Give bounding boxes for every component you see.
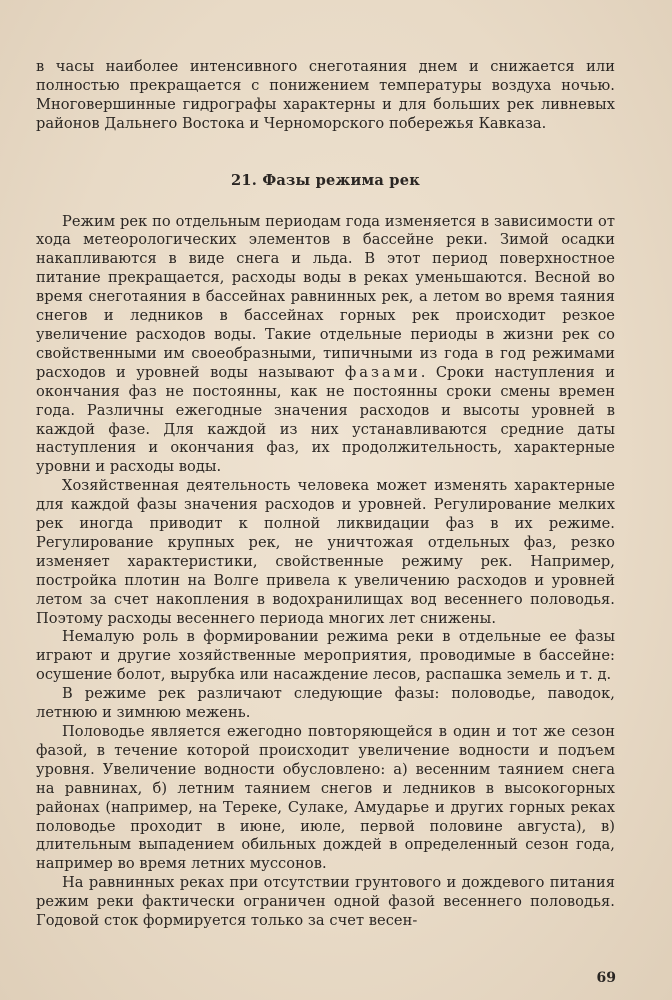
paragraph-phases-definition: [36, 213, 615, 478]
intro-paragraph: в часы наиболее интенсивного снеготаяния днем и снижается или полностью прекращается с понижением температуры воздуха ночью. Многовершинные гидрографы характерны и для больших рек ливневых районов Дальнего Востока и Черноморского побережья Кавказа.: [36, 58, 615, 132]
paragraph-flood: Половодье является ежегодно повторяющейся в один и тот же сезон фазой, в течение которой происходит увеличение водности и подъем уровня. Увеличение водности обусловлено: а) весенним таянием снега на равнинах, б) летним таянием снегов и ледников в высокогорных районах (например, на Тереке, Сулаке, Амударье и других горных реках половодье проходит в июне, июле, первой половине августа), в) длительным выпадением обильных дождей в определенный сезон года, например во время летних муссонов.: [36, 723, 615, 873]
paragraph-text: . Сроки наступления и окончания фаз не постоянны, как не постоянны сроки смены времен года. Различны ежегодные значения расходов и высоты уровней в каждой фазе. Для каждой из них устанавливаются средние даты наступления и окончания фаз, их продолжительность, характерные уровни и расходы воды.: [36, 363, 615, 476]
paragraph-economic-measures: Немалую роль в формировании режима реки в отдельные ее фазы играют и другие хозяйственные мероприятия, проводимые в бассейне: осушение болот, вырубка или насаждение лесов, распашка земель и т. д.: [36, 628, 615, 684]
page-text: [36, 58, 615, 931]
paragraph-plain-rivers: На равнинных реках при отсутствии грунтового и дождевого питания режим реки фактически ограничен одной фазой весеннего половодья. Годовой сток формируется только за счет весен-: [36, 874, 615, 930]
paragraph-phase-list: В режиме рек различают следующие фазы: половодье, паводок, летнюю и зимнюю межень.: [36, 685, 615, 722]
page-number: 69: [596, 970, 616, 986]
paragraph-human-activity: Хозяйственная деятельность человека может изменять характерные для каждой фазы значения расходов и уровней. Регулирование мелких рек иногда приводит к полной ликвидации фаз в их режиме. Регулирование крупных рек, не уничтожая отдельных фаз, резко изменяет характеристики, свойственные режиму рек. Например, постройка плотин на Волге привела к увеличению расходов и уровней летом за счет накопления в водохранилищах вод весеннего половодья. Поэтому расходы весеннего периода многих лет снижены.: [36, 477, 615, 627]
paragraph-text: Режим рек по отдельным периодам года изменяется в зависимости от хода метеорологических элементов в бассейне реки. Зимой осадки накапливаются в виде снега и льда. В этот период поверхностное питание прекращается, расходы воды в реках уменьшаются. Весной во время снеготаяния в бассейнах равнинных рек, а летом во время таяния снегов и ледников в бассейнах горных рек происходит резкое увеличение расходов воды. Такие отдельные периоды в жизни рек со свойственными им своеобразными, типичными из года в год режимами расходов и уровней воды называют: [36, 212, 615, 381]
term-phases: фазами: [344, 363, 421, 381]
section-heading: 21. Фазы режима рек: [231, 171, 420, 189]
